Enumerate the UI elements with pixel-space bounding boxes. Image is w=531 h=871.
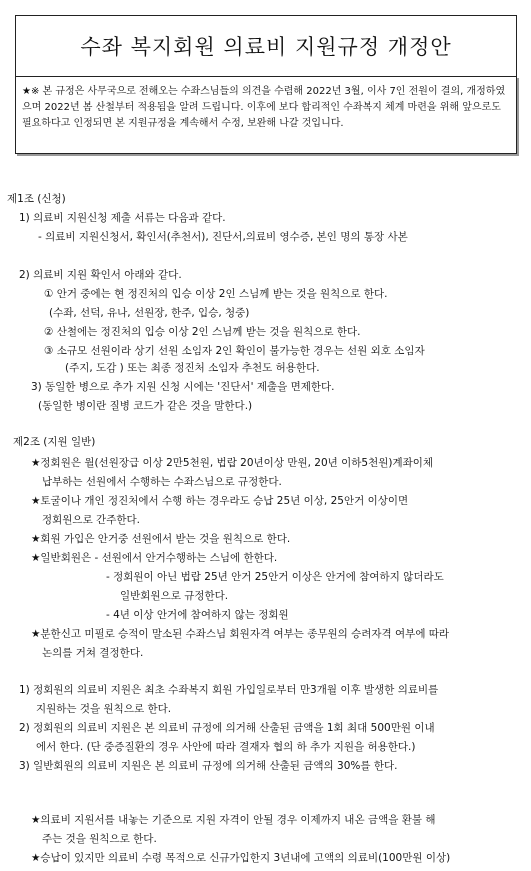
art2-para-2-line2: 에서 한다. (단 중증질환의 경우 사안에 따라 결재자 협의 하 추가 지원을 허용한다.) bbox=[36, 741, 416, 753]
art2-para-2-line1: 2) 정회원의 의료비 지원은 본 의료비 규정에 의거해 산출된 금액을 1회 최대 500만원 이내 bbox=[19, 722, 435, 734]
art2-rule-1-line1: ★의료비 지원서를 내놓는 기준으로 지원 자격이 안될 경우 이제까지 내온 금액을 환불 해 bbox=[31, 814, 436, 826]
art2-star-4-line1: ★일반회원은 - 선원에서 안거수행하는 스님에 한한다. bbox=[31, 552, 278, 564]
art1-item-1: 1) 의료비 지원신청 제출 서류는 다음과 같다. bbox=[19, 212, 226, 224]
art2-para-3: 3) 일반회원의 의료비 지원은 본 의료비 규정에 의거해 산출된 금액의 30%를 한다. bbox=[19, 760, 398, 772]
art2-star-1-line2: 납부하는 선원에서 수행하는 수좌스님으로 규정한다. bbox=[42, 476, 282, 488]
art1-item-2-a: ① 안거 중에는 현 정진처의 입승 이상 2인 스님께 받는 것을 원칙으로 한다. bbox=[44, 288, 388, 300]
notice-text: ★※ 본 규정은 사무국으로 전해오는 수좌스님들의 의견을 수렴해 2022년 3월, 이사 7인 전원이 결의, 개정하였으며 2022년 봄 산철부터 적용됨을 알려 드립니다. 이후에 보다 합리적인 수좌복지 체계 마련을 위해 앞으로도 필요하다고 인정되면 본 지원규정을 계속해서 수정, 보완해 나갈 것입니다. bbox=[22, 86, 506, 129]
art2-star-5-line2: 논의를 거쳐 결정한다. bbox=[42, 647, 144, 659]
art2-star-4-line3: 일반회원으로 규정한다. bbox=[120, 590, 229, 602]
art1-item-2: 2) 의료비 지원 확인서 아래와 같다. bbox=[19, 269, 182, 281]
art2-star-4-line4: - 4년 이상 안거에 참여하지 않는 정회원 bbox=[106, 609, 289, 621]
title-text: 수좌 복지회원 의료비 지원규정 개정안 bbox=[80, 35, 452, 59]
art2-star-5-line1: ★분한신고 미필로 승적이 말소된 수좌스님 회원자격 여부는 종무원의 승려자격 여부에 따라 bbox=[31, 628, 450, 640]
art1-item-1-docs: - 의료비 지원신청서, 확인서(추천서), 진단서,의료비 영수증, 본인 명의 통장 사본 bbox=[38, 231, 408, 243]
document-title bbox=[15, 15, 517, 77]
art2-star-2-line1: ★토굴이나 개인 정진처에서 수행 하는 경우라도 승납 25년 이상, 25안거 이상이면 bbox=[31, 495, 409, 507]
art2-para-1-line2: 지원하는 것을 원칙으로 한다. bbox=[36, 703, 172, 715]
art1-item-2-b: ② 산철에는 정진처의 입승 이상 2인 스님께 받는 것을 원칙으로 한다. bbox=[44, 326, 361, 338]
art1-item-3-note: (동일한 병이란 질병 코드가 같은 것을 말한다.) bbox=[38, 400, 253, 412]
art1-item-3: 3) 동일한 병으로 추가 지원 신청 시에는 '진단서' 제출을 면제한다. bbox=[31, 381, 335, 393]
art2-star-3: ★회원 가입은 안거중 선원에서 받는 것을 원칙으로 한다. bbox=[31, 533, 291, 545]
art2-rule-2: ★승납이 있지만 의료비 수령 목적으로 신규가입한지 3년내에 고액의 의료비(100만원 이상) bbox=[31, 852, 451, 864]
art2-para-1-line1: 1) 정회원의 의료비 지원은 최초 수좌복지 회원 가입일로부터 만3개월 이후 발생한 의료비를 bbox=[19, 684, 439, 696]
article-1-heading: 제1조 (신청) bbox=[7, 193, 66, 205]
notice-box bbox=[15, 76, 517, 154]
art1-item-2-c-line1: ③ 소규모 선원이라 상기 선원 소임자 2인 확인이 불가능한 경우는 선원 외호 소임자 bbox=[44, 345, 425, 357]
art2-star-2-line2: 정회원으로 간주한다. bbox=[42, 514, 140, 526]
art2-star-1-line1: ★정회원은 월(선원장급 이상 2만5천원, 법랍 20년이상 만원, 20년 이하5천원)계좌이체 bbox=[31, 457, 434, 469]
article-2-heading: 제2조 (지원 일반) bbox=[13, 436, 96, 448]
art2-rule-1-line2: 주는 것을 원칙으로 한다. bbox=[42, 833, 157, 845]
art1-item-2-c-line2: (주지, 도감 ) 또는 최종 정진처 소임자 추천도 허용한다. bbox=[65, 362, 320, 374]
art1-item-2-a-note: (수좌, 선덕, 유나, 선원장, 한주, 입승, 청중) bbox=[49, 307, 250, 319]
art2-star-4-line2: - 정회원이 아닌 법랍 25년 안거 25안거 이상은 안거에 참여하지 않더라도 bbox=[106, 571, 444, 583]
